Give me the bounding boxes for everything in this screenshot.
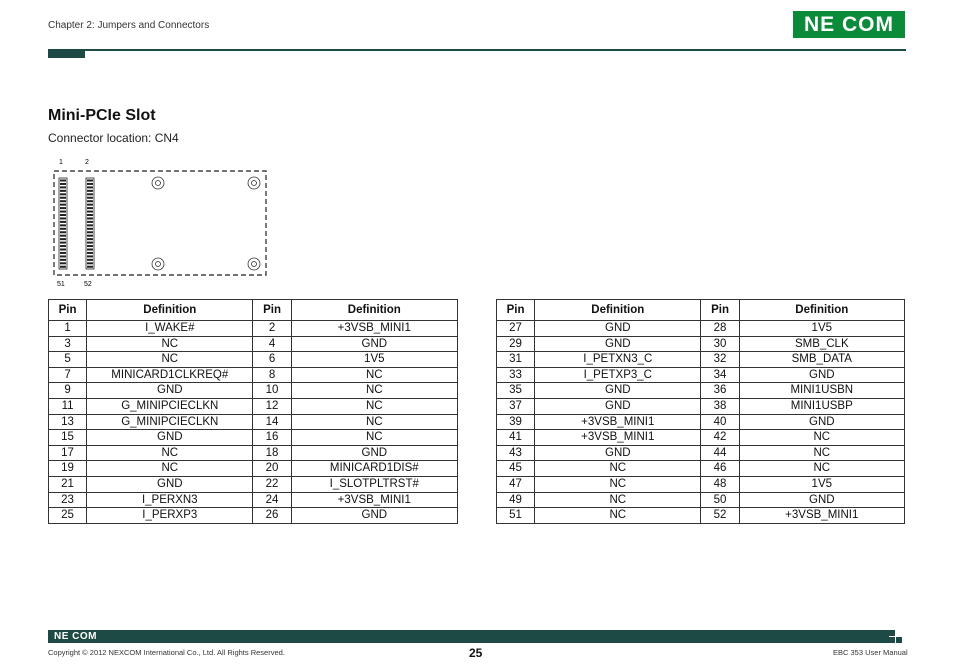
connector-pin: [87, 228, 93, 230]
definition-cell: GND: [291, 445, 457, 461]
pin-cell: 30: [701, 336, 739, 352]
header-pin: Pin: [701, 300, 739, 321]
definition-cell: NC: [535, 476, 701, 492]
pin-cell: 8: [253, 367, 291, 383]
logo-text: NE COM: [804, 12, 894, 36]
table-row: [497, 430, 905, 446]
definition-cell: NC: [87, 445, 253, 461]
header-pin: Pin: [49, 300, 87, 321]
connector-pin: [87, 186, 93, 188]
definition-cell: NC: [739, 445, 904, 461]
connector-pin: [60, 259, 66, 261]
pin-cell: 52: [701, 508, 739, 524]
table-row: [49, 476, 458, 492]
definition-cell: +3VSB_MINI1: [291, 321, 457, 337]
connector-pin: [60, 238, 66, 240]
footer-squares-icon: [889, 630, 906, 643]
connector-pin: [87, 200, 93, 202]
definition-cell: +3VSB_MINI1: [535, 414, 701, 430]
connector-pin: [60, 221, 66, 223]
connector-pin: [87, 245, 93, 247]
pin-cell: 33: [497, 367, 535, 383]
connector-pin: [60, 186, 66, 188]
connector-pin: [60, 252, 66, 254]
footer-logo: NE COM: [54, 631, 97, 642]
pin-cell: 5: [49, 352, 87, 368]
connector-pin: [87, 207, 93, 209]
connector-pin: [60, 211, 66, 213]
pin-cell: 48: [701, 476, 739, 492]
copyright-text: Copyright © 2012 NEXCOM International Co., Ltd. All Rights Reserved.: [48, 648, 285, 657]
header-accent-block: [48, 49, 85, 58]
table-row: [49, 461, 458, 477]
connector-pin: [60, 242, 66, 244]
pin-cell: 9: [49, 383, 87, 399]
definition-cell: GND: [535, 383, 701, 399]
connector-pin: [60, 262, 66, 264]
table-row: [49, 336, 458, 352]
pin-cell: 41: [497, 430, 535, 446]
pin-cell: 37: [497, 398, 535, 414]
connector-pin: [60, 180, 66, 182]
header-pin: Pin: [253, 300, 291, 321]
table-row: [49, 398, 458, 414]
pin-label-2: 2: [85, 159, 89, 166]
pin-cell: 31: [497, 352, 535, 368]
pin-cell: 6: [253, 352, 291, 368]
definition-cell: MINI1USBN: [739, 383, 904, 399]
connector-pin: [60, 228, 66, 230]
connector-pin: [60, 235, 66, 237]
connector-pin: [60, 183, 66, 185]
connector-pin: [87, 214, 93, 216]
definition-cell: NC: [87, 336, 253, 352]
definition-cell: GND: [291, 336, 457, 352]
table-row: [49, 414, 458, 430]
pin-cell: 13: [49, 414, 87, 430]
definition-cell: NC: [535, 492, 701, 508]
table-row: [49, 367, 458, 383]
definition-cell: I_WAKE#: [87, 321, 253, 337]
pin-cell: 49: [497, 492, 535, 508]
pin-cell: 35: [497, 383, 535, 399]
pin-cell: 40: [701, 414, 739, 430]
connector-pin: [60, 204, 66, 206]
table-row: [49, 321, 458, 337]
definition-cell: NC: [291, 398, 457, 414]
pin-cell: 1: [49, 321, 87, 337]
definition-cell: 1V5: [739, 321, 904, 337]
connector-pin: [60, 245, 66, 247]
definition-cell: MINICARD1DIS#: [291, 461, 457, 477]
definition-cell: GND: [291, 508, 457, 524]
table-row: [49, 383, 458, 399]
pin-cell: 47: [497, 476, 535, 492]
connector-pin: [60, 190, 66, 192]
definition-cell: NC: [535, 461, 701, 477]
pin-cell: 51: [497, 508, 535, 524]
header-definition: Definition: [535, 300, 701, 321]
table-row: [49, 508, 458, 524]
pin-cell: 25: [49, 508, 87, 524]
definition-cell: GND: [739, 367, 904, 383]
pin-cell: 27: [497, 321, 535, 337]
connector-pin: [87, 262, 93, 264]
table-row: [497, 414, 905, 430]
connector-pin: [87, 224, 93, 226]
mini-pcie-connector-diagram: [48, 154, 273, 292]
mounting-hole-bottom-left: [152, 258, 164, 270]
definition-cell: G_MINIPCIECLKN: [87, 398, 253, 414]
definition-cell: GND: [87, 430, 253, 446]
definition-cell: NC: [87, 352, 253, 368]
definition-cell: GND: [535, 336, 701, 352]
header-rule: [48, 49, 906, 51]
connector-pin: [60, 231, 66, 233]
connector-pin: [87, 211, 93, 213]
connector-pin: [87, 180, 93, 182]
pin-cell: 4: [253, 336, 291, 352]
connector-pin: [60, 214, 66, 216]
pin-table-right: [496, 299, 905, 524]
definition-cell: NC: [87, 461, 253, 477]
pin-table-left: [48, 299, 458, 524]
pin-label-52: 52: [84, 281, 92, 288]
pin-cell: 46: [701, 461, 739, 477]
connector-pin: [60, 224, 66, 226]
pin-cell: 28: [701, 321, 739, 337]
pin-cell: 38: [701, 398, 739, 414]
manual-name: EBC 353 User Manual: [833, 648, 908, 657]
definition-cell: NC: [291, 383, 457, 399]
connector-pin: [60, 249, 66, 251]
definition-cell: MINI1USBP: [739, 398, 904, 414]
table-row: [497, 461, 905, 477]
pin-cell: 34: [701, 367, 739, 383]
connector-pin: [87, 238, 93, 240]
definition-cell: GND: [87, 383, 253, 399]
table-row: [49, 430, 458, 446]
pin-cell: 3: [49, 336, 87, 352]
connector-pin: [87, 193, 93, 195]
connector-pin: [87, 197, 93, 199]
pin-cell: 16: [253, 430, 291, 446]
table-row: [49, 492, 458, 508]
pin-cell: 24: [253, 492, 291, 508]
pin-cell: 11: [49, 398, 87, 414]
connector-pin: [87, 217, 93, 219]
definition-cell: NC: [291, 414, 457, 430]
definition-cell: G_MINIPCIECLKN: [87, 414, 253, 430]
connector-pin: [60, 197, 66, 199]
section-title: Mini-PCIe Slot: [48, 107, 156, 124]
pin-cell: 20: [253, 461, 291, 477]
pin-cell: 22: [253, 476, 291, 492]
connector-pin: [60, 207, 66, 209]
table-row: [497, 383, 905, 399]
definition-cell: SMB_CLK: [739, 336, 904, 352]
pin-cell: 50: [701, 492, 739, 508]
connector-pin: [87, 249, 93, 251]
definition-cell: +3VSB_MINI1: [291, 492, 457, 508]
connector-pin: [60, 200, 66, 202]
definition-cell: GND: [535, 398, 701, 414]
definition-cell: I_SLOTPLTRST#: [291, 476, 457, 492]
pin-cell: 14: [253, 414, 291, 430]
pin-label-51: 51: [57, 281, 65, 288]
table-row: [497, 336, 905, 352]
connector-pin: [87, 242, 93, 244]
pin-row-left: [59, 178, 67, 269]
pin-cell: 29: [497, 336, 535, 352]
pin-cell: 26: [253, 508, 291, 524]
connector-pin: [87, 221, 93, 223]
connector-location: Connector location: CN4: [48, 131, 179, 145]
table-header-row: [49, 300, 458, 321]
definition-cell: SMB_DATA: [739, 352, 904, 368]
pin-cell: 43: [497, 445, 535, 461]
definition-cell: NC: [739, 430, 904, 446]
header-pin: Pin: [497, 300, 535, 321]
definition-cell: I_PETXP3_C: [535, 367, 701, 383]
table-row: [497, 398, 905, 414]
connector-pin: [87, 266, 93, 268]
table-row: [497, 476, 905, 492]
pin-cell: 18: [253, 445, 291, 461]
pin-cell: 10: [253, 383, 291, 399]
pin-cell: 21: [49, 476, 87, 492]
definition-cell: GND: [535, 321, 701, 337]
table-row: [497, 352, 905, 368]
table-row: [497, 367, 905, 383]
pin-label-1: 1: [59, 159, 63, 166]
connector-pin: [60, 266, 66, 268]
definition-cell: 1V5: [739, 476, 904, 492]
definition-cell: +3VSB_MINI1: [739, 508, 904, 524]
definition-cell: 1V5: [291, 352, 457, 368]
pin-cell: 23: [49, 492, 87, 508]
connector-pin: [87, 259, 93, 261]
connector-pin: [87, 252, 93, 254]
header-definition: Definition: [87, 300, 253, 321]
pin-cell: 12: [253, 398, 291, 414]
definition-cell: GND: [739, 414, 904, 430]
pin-cell: 15: [49, 430, 87, 446]
pin-cell: 39: [497, 414, 535, 430]
connector-pin: [87, 190, 93, 192]
pin-cell: 17: [49, 445, 87, 461]
definition-cell: I_PETXN3_C: [535, 352, 701, 368]
pin-cell: 45: [497, 461, 535, 477]
connector-pin: [87, 183, 93, 185]
definition-cell: GND: [87, 476, 253, 492]
pin-cell: 44: [701, 445, 739, 461]
chapter-title: Chapter 2: Jumpers and Connectors: [48, 20, 210, 31]
mounting-hole-top-right: [248, 177, 260, 189]
connector-pin: [60, 193, 66, 195]
connector-pin: [87, 255, 93, 257]
footer-bar: [48, 630, 906, 643]
definition-cell: MINICARD1CLKREQ#: [87, 367, 253, 383]
definition-cell: GND: [535, 445, 701, 461]
table-row: [49, 352, 458, 368]
page-number: 25: [469, 646, 483, 660]
table-row: [497, 445, 905, 461]
connector-pin: [87, 204, 93, 206]
definition-cell: NC: [739, 461, 904, 477]
pin-cell: 7: [49, 367, 87, 383]
definition-cell: NC: [291, 367, 457, 383]
connector-pin: [87, 231, 93, 233]
pin-cell: 2: [253, 321, 291, 337]
mounting-hole-bottom-right: [248, 258, 260, 270]
table-row: [497, 321, 905, 337]
table-row: [497, 492, 905, 508]
pin-row-right: [86, 178, 94, 269]
table-header-row: [497, 300, 905, 321]
definition-cell: NC: [535, 508, 701, 524]
pin-cell: 36: [701, 383, 739, 399]
pin-cell: 32: [701, 352, 739, 368]
table-row: [497, 508, 905, 524]
definition-cell: GND: [739, 492, 904, 508]
header-definition: Definition: [291, 300, 457, 321]
mounting-hole-top-left: [152, 177, 164, 189]
definition-cell: I_PERXN3: [87, 492, 253, 508]
nexcom-logo: [793, 11, 905, 38]
definition-cell: I_PERXP3: [87, 508, 253, 524]
connector-pin: [60, 255, 66, 257]
table-row: [49, 445, 458, 461]
header-definition: Definition: [739, 300, 904, 321]
pin-cell: 42: [701, 430, 739, 446]
definition-cell: +3VSB_MINI1: [535, 430, 701, 446]
connector-pin: [60, 217, 66, 219]
definition-cell: NC: [291, 430, 457, 446]
pin-cell: 19: [49, 461, 87, 477]
connector-pin: [87, 235, 93, 237]
